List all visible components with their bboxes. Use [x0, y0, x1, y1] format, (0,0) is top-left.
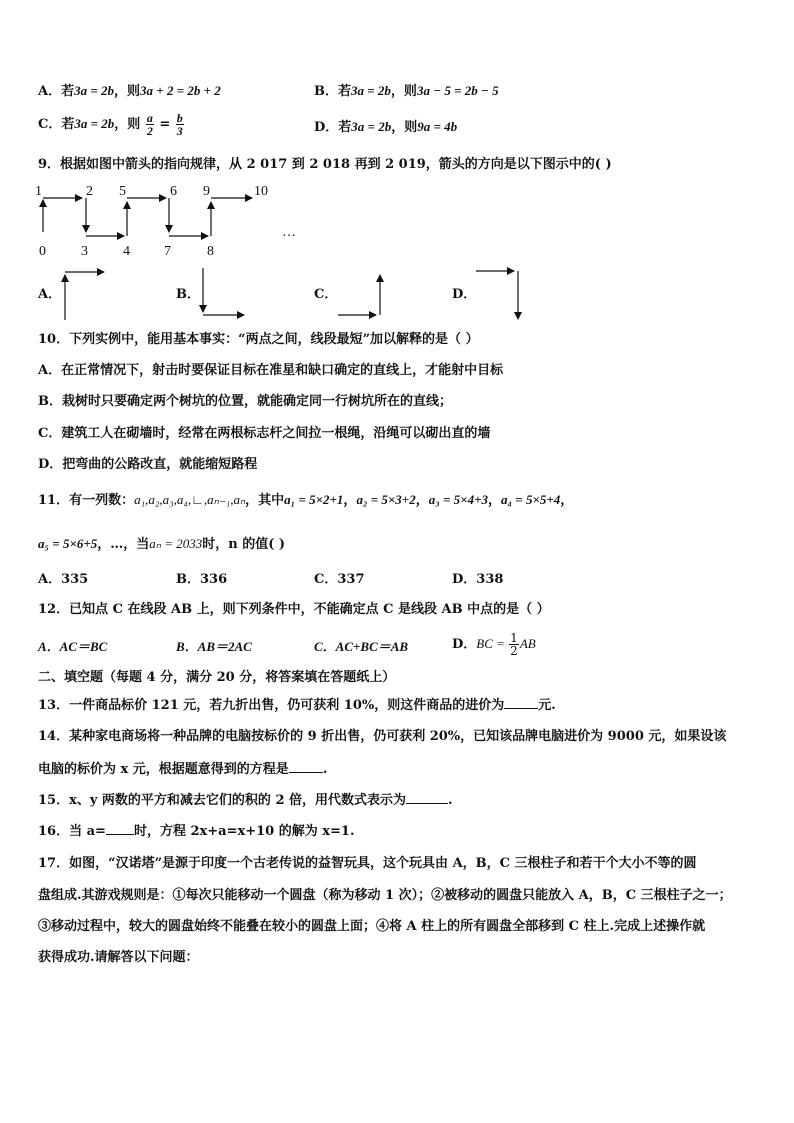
q9-number-4: 4 — [123, 244, 130, 259]
q14-question-line2: 电脑的标价为 x 元，根据题意得到的方程是 . — [38, 762, 328, 777]
q9-option-a-arrow-icon — [60, 266, 110, 322]
q9-option-c-label: C． — [314, 287, 338, 302]
q16-question: 16．当 a= 时，方程 2x+a=x+10 的解为 x=1. — [38, 824, 355, 839]
q9-question: 9．根据如图中箭头的指向规律，从 2 017 到 2 018 再到 2 019，箭头的方向是以下图示中的( ) — [38, 157, 612, 172]
q9-ellipsis: … — [282, 225, 296, 240]
q12-question: 12．已知点 C 在线段 AB 上，则下列条件中，不能确定点 C 是线段 AB 中点的是（ ） — [38, 602, 550, 617]
q11-option-b: B．336 — [176, 572, 228, 587]
q10-option-b: B．栽树时只要确定两个树坑的位置，就能确定同一行树坑所在的直线； — [38, 394, 452, 409]
q17-question-line4: 获得成功.请解答以下问题： — [38, 950, 199, 965]
q9-arrow-pattern-figure — [30, 180, 330, 262]
q9-number-3: 3 — [81, 244, 88, 259]
q15-question: 15．x、y 两数的平方和减去它们的积的 2 倍，用代数式表示为 . — [38, 793, 453, 808]
q17-question-line2: 盘组成.其游戏规则是：①每次只能移动一个圆盘（称为移动 1 次）；②被移动的圆盘只能放入 A，B，C 三根柱子之一； — [38, 888, 732, 903]
q9-number-10: 10 — [254, 184, 268, 199]
q11-option-a: A．335 — [38, 572, 89, 587]
q9-option-d-label: D． — [452, 287, 477, 302]
q8-option-b: B．若3a = 2b，则3a − 5 = 2b − 5 — [314, 83, 499, 99]
answer-blank[interactable] — [504, 696, 538, 709]
q13-question: 13．一件商品标价 121 元，若九折出售，仍可获利 10%，则这件商品的进价为 元. — [38, 698, 556, 713]
q11-option-c: C．337 — [314, 572, 365, 587]
q9-number-7: 7 — [164, 244, 171, 259]
q9-option-c-arrow-icon — [336, 266, 388, 322]
q17-question-line3: ③移动过程中，较大的圆盘始终不能叠在较小的圆盘上面；④将 A 柱上的所有圆盘全部移到 C 柱上.完成上述操作就 — [38, 919, 706, 934]
q9-option-a-label: A． — [38, 287, 62, 302]
q12-option-c: C．AC+BC＝AB — [314, 639, 409, 654]
q9-option-b-label: B． — [176, 287, 200, 302]
q9-number-0: 0 — [39, 244, 46, 259]
fraction-b-over-3: $\frac{b}{3}$ — [176, 111, 183, 138]
q10-option-c: C．建筑工人在砌墙时，经常在两根标志杆之间拉一根绳，沿绳可以砌出直的墙 — [38, 426, 491, 441]
q9-number-5: 5 — [119, 184, 126, 199]
q9-number-9: 9 — [203, 184, 210, 199]
q12-option-d: D．BC = $\frac{1}{2}$ AB — [452, 631, 536, 658]
q9-option-d-arrow-icon — [474, 266, 526, 324]
q8-option-d: D．若3a = 2b，则9a = 4b — [314, 119, 458, 135]
q9-number-6: 6 — [170, 184, 177, 199]
q14-question-line1: 14．某种家电商场将一种品牌的电脑按标价的 9 折出售，仍可获利 20%，已知该品牌电脑进价为 9000 元，如果设该 — [38, 729, 727, 744]
q12-option-b: B．AB＝2AC — [176, 639, 252, 654]
answer-blank[interactable] — [289, 760, 323, 773]
section-fill-in-heading: 二、填空题（每题 4 分，满分 20 分，将答案填在答题纸上） — [38, 670, 396, 685]
q9-option-b-arrow-icon — [198, 266, 250, 322]
q11-question-line1: 11．有一列数：a₁,a₂,a₃,a₄,∟,aₙ₋₁,aₙ，其中a₁ = 5×2+1，a₂ = 5×3+2，a₃ = 5×4+3，a₄ = 5×5+4， — [38, 492, 574, 508]
q9-number-1: 1 — [35, 184, 42, 199]
q8-option-c: C．若3a = 2b，则 $\frac{a}{2}$ = $\frac{b}{3}$ — [38, 111, 183, 138]
answer-blank[interactable] — [406, 791, 448, 804]
fraction-a-over-2: $\frac{a}{2}$ — [146, 111, 153, 138]
q8-option-a: A．若3a = 2b，则3a + 2 = 2b + 2 — [38, 83, 221, 99]
q9-number-8: 8 — [207, 244, 214, 259]
q10-option-a: A．在正常情况下，射击时要保证目标在准星和缺口确定的直线上，才能射中目标 — [38, 363, 504, 378]
q11-question-line2: a₅ = 5×6+5，…，当aₙ = 2033时，n 的值( ) — [38, 536, 286, 552]
answer-blank[interactable] — [106, 822, 134, 835]
q10-option-d: D．把弯曲的公路改直，就能缩短路程 — [38, 457, 258, 472]
q17-question-line1: 17．如图，“汉诺塔”是源于印度一个古老传说的益智玩具，这个玩具由 A，B，C 三根柱子和若干个大小不等的圆 — [38, 856, 697, 871]
q12-option-a: A．AC＝BC — [38, 639, 108, 654]
q11-option-d: D．338 — [452, 572, 504, 587]
fraction-one-half: $\frac{1}{2}$ — [510, 631, 518, 658]
q9-number-2: 2 — [86, 184, 93, 199]
q10-question: 10．下列实例中，能用基本事实：“两点之间，线段最短”加以解释的是（ ） — [38, 332, 479, 347]
